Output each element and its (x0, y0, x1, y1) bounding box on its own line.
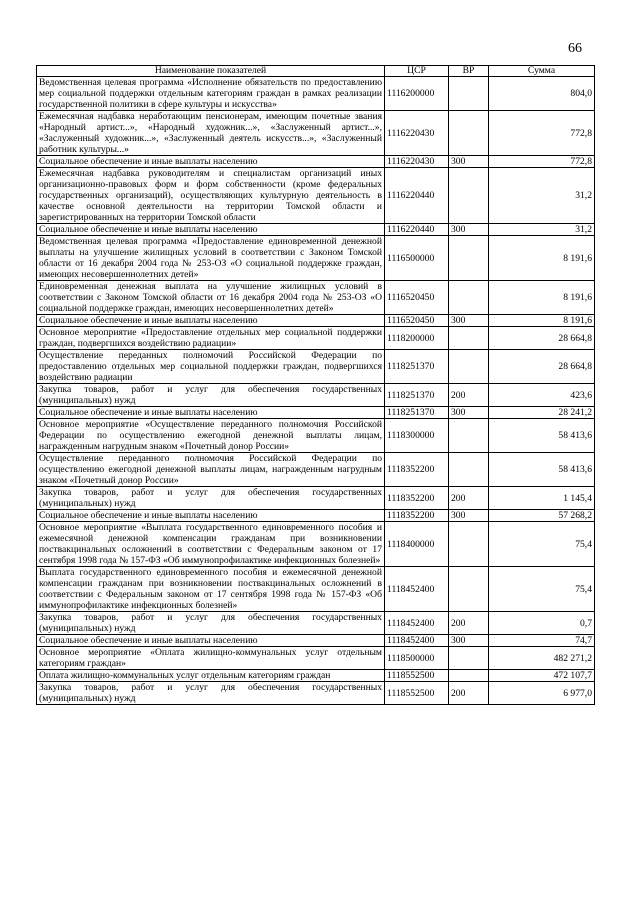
cell-name: Социальное обеспечение и иные выплаты населению (37, 510, 385, 522)
cell-csr: 1118300000 (385, 419, 449, 453)
cell-name: Основное мероприятие «Предоставление отдельных мер социальной поддержки граждан, подвергшихся воздействию радиации» (37, 327, 385, 350)
cell-vr (449, 111, 489, 156)
cell-sum: 28 664,8 (489, 350, 595, 384)
cell-sum: 58 413,6 (489, 453, 595, 487)
cell-csr: 1116220440 (385, 168, 449, 224)
cell-name: Единовременная денежная выплата на улучшение жилищных условий в соответствии с Законом Томской области от 16 декабря 2004 года № 253-ОЗ «О социальной поддержке граждан, имеющих несовершеннолетних детей» (37, 281, 385, 315)
cell-sum: 8 191,6 (489, 315, 595, 327)
cell-vr: 300 (449, 510, 489, 522)
cell-vr (449, 647, 489, 670)
cell-sum: 804,0 (489, 77, 595, 111)
cell-csr: 1118251370 (385, 350, 449, 384)
cell-sum: 28 664,8 (489, 327, 595, 350)
cell-vr (449, 77, 489, 111)
table-row (37, 168, 595, 224)
cell-name: Ежемесячная надбавка неработающим пенсионерам, имеющим почетные звания «Народный артист...», «Народный художник...», «Заслуженный артист...», «Заслуженный художник...», «Заслуженный деятель искусств...», «Заслуженный работник культуры...» (37, 111, 385, 156)
table-row (37, 236, 595, 281)
cell-vr (449, 281, 489, 315)
cell-vr (449, 453, 489, 487)
cell-vr: 200 (449, 612, 489, 635)
table-row (37, 510, 595, 522)
table-row (37, 567, 595, 612)
cell-csr: 1118251370 (385, 384, 449, 407)
table-row (37, 635, 595, 647)
budget-table (36, 65, 595, 705)
cell-csr: 1118500000 (385, 647, 449, 670)
cell-name: Ведомственная целевая программа «Исполнение обязательств по предоставлению мер социальной поддержки отдельным категориям граждан в рамках реализации государственной политики в сфере культуры и искусства» (37, 77, 385, 111)
table-row (37, 487, 595, 510)
cell-sum: 472 107,7 (489, 670, 595, 682)
table-body (37, 77, 595, 705)
cell-csr: 1116220430 (385, 111, 449, 156)
table-row (37, 522, 595, 567)
table-row (37, 407, 595, 419)
cell-sum: 8 191,6 (489, 281, 595, 315)
cell-vr: 300 (449, 315, 489, 327)
cell-sum: 772,8 (489, 156, 595, 168)
cell-sum: 57 268,2 (489, 510, 595, 522)
table-row (37, 419, 595, 453)
cell-name: Ежемесячная надбавка руководителям и специалистам организаций иных организационно-правовых форм и форм собственности (кроме федеральных государственных организаций), осуществляющих культурную деятельность в качестве основной деятельности на территории Томской области и зарегистрированных на территории Томской области (37, 168, 385, 224)
cell-sum: 31,2 (489, 168, 595, 224)
cell-vr (449, 168, 489, 224)
cell-name: Основное мероприятие «Оплата жилищно-коммунальных услуг отдельным категориям граждан» (37, 647, 385, 670)
cell-vr (449, 522, 489, 567)
cell-sum: 75,4 (489, 567, 595, 612)
table-row (37, 670, 595, 682)
cell-name: Социальное обеспечение и иные выплаты населению (37, 407, 385, 419)
cell-vr: 200 (449, 487, 489, 510)
cell-csr: 1118452400 (385, 567, 449, 612)
table-row (37, 612, 595, 635)
cell-csr: 1116500000 (385, 236, 449, 281)
table-row (37, 156, 595, 168)
cell-vr: 200 (449, 682, 489, 705)
cell-csr: 1118352200 (385, 487, 449, 510)
cell-csr: 1116520450 (385, 281, 449, 315)
table-header-row (37, 66, 595, 77)
table-row (37, 682, 595, 705)
cell-csr: 1118352200 (385, 510, 449, 522)
cell-vr: 300 (449, 156, 489, 168)
cell-vr (449, 350, 489, 384)
page-number: 66 (568, 41, 582, 56)
cell-sum: 31,2 (489, 224, 595, 236)
cell-csr: 1118552500 (385, 670, 449, 682)
column-header-name: Наименование показателей (37, 66, 385, 77)
cell-vr: 200 (449, 384, 489, 407)
cell-sum: 74,7 (489, 635, 595, 647)
table-row (37, 111, 595, 156)
column-header-csr: ЦСР (385, 66, 449, 77)
table-row (37, 281, 595, 315)
cell-sum: 772,8 (489, 111, 595, 156)
cell-csr: 1118452400 (385, 612, 449, 635)
cell-sum: 423,6 (489, 384, 595, 407)
cell-sum: 1 145,4 (489, 487, 595, 510)
cell-vr: 300 (449, 407, 489, 419)
cell-vr (449, 419, 489, 453)
cell-csr: 1116220430 (385, 156, 449, 168)
cell-vr: 300 (449, 635, 489, 647)
cell-sum: 482 271,2 (489, 647, 595, 670)
table-row (37, 647, 595, 670)
cell-csr: 1118200000 (385, 327, 449, 350)
cell-name: Ведомственная целевая программа «Предоставление единовременной денежной выплаты на улучшение жилищных условий в соответствии с Законом Томской области от 16 декабря 2004 года № 253-ОЗ «О социальной поддержке граждан, имеющих несовершеннолетних детей» (37, 236, 385, 281)
cell-sum: 6 977,0 (489, 682, 595, 705)
cell-csr: 1118251370 (385, 407, 449, 419)
cell-vr (449, 327, 489, 350)
cell-csr: 1116220440 (385, 224, 449, 236)
cell-csr: 1116200000 (385, 77, 449, 111)
table-row (37, 384, 595, 407)
cell-csr: 1118552500 (385, 682, 449, 705)
table-row (37, 327, 595, 350)
table-row (37, 77, 595, 111)
table-row (37, 315, 595, 327)
cell-name: Основное мероприятие «Осуществление переданного полномочия Российской Федерации по осуществлению ежегодной денежной выплаты лицам, награжденным нагрудным знаком «Почетный донор России» (37, 419, 385, 453)
cell-sum: 8 191,6 (489, 236, 595, 281)
cell-name: Осуществление переданного полномочия Российской Федерации по осуществлению ежегодной денежной выплаты лицам, награжденным нагрудным знаком «Почетный донор России» (37, 453, 385, 487)
cell-vr: 300 (449, 224, 489, 236)
cell-name: Социальное обеспечение и иные выплаты населению (37, 224, 385, 236)
cell-vr (449, 236, 489, 281)
cell-csr: 1118400000 (385, 522, 449, 567)
cell-name: Выплата государственного единовременного пособия и ежемесячной денежной компенсации гражданам при возникновении поствакцинальных осложнений в соответствии с Федеральным законом от 17 сентября 1998 года № 157-ФЗ «Об иммунопрофилактике инфекционных болезней» (37, 567, 385, 612)
table-row (37, 350, 595, 384)
cell-csr: 1118352200 (385, 453, 449, 487)
column-header-sum: Сумма (489, 66, 595, 77)
cell-sum: 58 413,6 (489, 419, 595, 453)
cell-name: Оплата жилищно-коммунальных услуг отдельным категориям граждан (37, 670, 385, 682)
cell-name: Закупка товаров, работ и услуг для обеспечения государственных (муниципальных) нужд (37, 612, 385, 635)
table-row (37, 453, 595, 487)
table-row (37, 224, 595, 236)
cell-name: Основное мероприятие «Выплата государственного единовременного пособия и ежемесячной денежной компенсации гражданам при возникновении поствакцинальных осложнений в соответствии с Федеральным законом от 17 сентября 1998 года № 157-ФЗ «Об иммунопрофилактике инфекционных болезней» (37, 522, 385, 567)
cell-vr (449, 670, 489, 682)
cell-name: Социальное обеспечение и иные выплаты населению (37, 315, 385, 327)
cell-sum: 75,4 (489, 522, 595, 567)
cell-name: Закупка товаров, работ и услуг для обеспечения государственных (муниципальных) нужд (37, 384, 385, 407)
cell-sum: 28 241,2 (489, 407, 595, 419)
cell-csr: 1116520450 (385, 315, 449, 327)
cell-name: Осуществление переданных полномочий Российской Федерации по предоставлению отдельных мер социальной поддержки граждан, подвергшихся воздействию радиации (37, 350, 385, 384)
cell-name: Закупка товаров, работ и услуг для обеспечения государственных (муниципальных) нужд (37, 487, 385, 510)
column-header-vr: ВР (449, 66, 489, 77)
cell-name: Социальное обеспечение и иные выплаты населению (37, 156, 385, 168)
cell-name: Социальное обеспечение и иные выплаты населению (37, 635, 385, 647)
cell-name: Закупка товаров, работ и услуг для обеспечения государственных (муниципальных) нужд (37, 682, 385, 705)
cell-csr: 1118452400 (385, 635, 449, 647)
cell-vr (449, 567, 489, 612)
cell-sum: 0,7 (489, 612, 595, 635)
